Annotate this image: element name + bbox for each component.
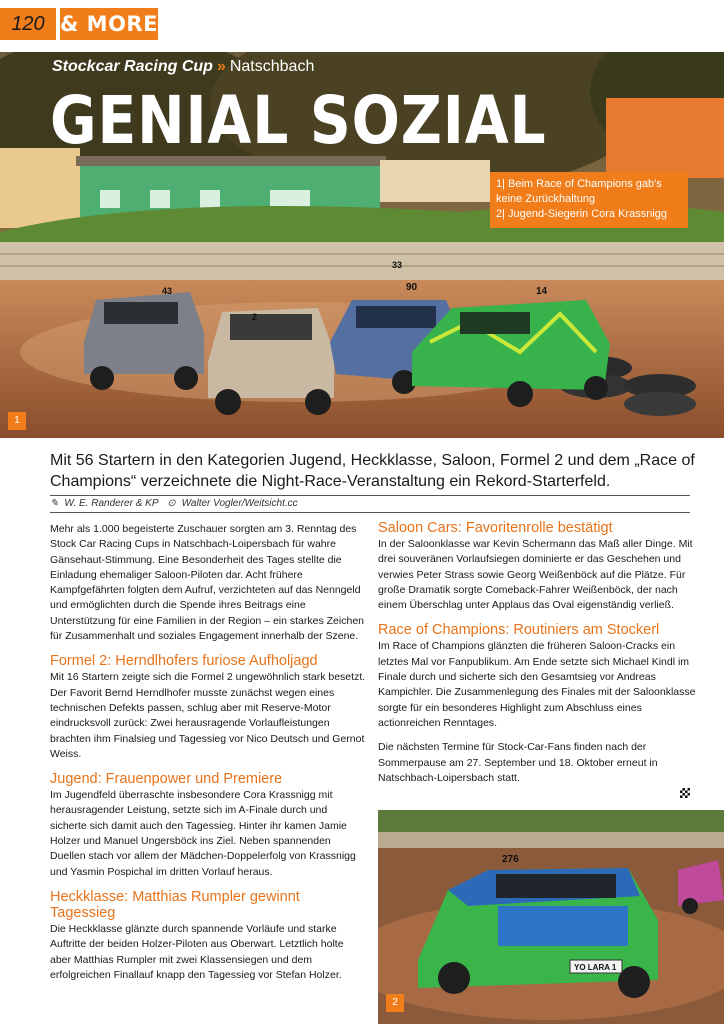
article-column-1: [50, 522, 366, 992]
photo-captions: [490, 172, 688, 228]
subhead-saloon: Saloon Cars: Favoritenrolle bestätigt: [378, 520, 613, 536]
intro-paragraph: Mehr als 1.000 begeisterte Zuschauer sorgten am 3. Renntag des Stock Car Racing Cups in Natschbach-Loipersbach für wahre Gänsehaut-Stimmung. Eine Besonderheit des Tages stellte die Einladung ehemaliger Saloon-Piloten dar. Acht frühere Kampfgefährten folgten dem Aufruf, verzichteten auf das Nenngeld und ermöglichten durch die Spende ihres Beitrags eine Unterstützung für eine Familien in der Region – ein starkes Zeichen für Zusammenhalt und soziales Engagement innerhalb der Szene.: [50, 523, 364, 643]
checkered-flag-icon: [680, 788, 690, 798]
subhead-jugend: Jugend: Frauenpower und Premiere: [50, 771, 283, 788]
author-credit: W. E. Randerer & KP: [64, 498, 159, 509]
caption-2: 2| Jugend-Siegerin Cora Krassnigg: [496, 208, 668, 220]
kicker-place: Natschbach: [229, 58, 315, 75]
photo-credit: Walter Vogler/Weitsicht.cc: [181, 498, 298, 509]
page-number: 120: [0, 8, 56, 40]
lead-paragraph: Mit 56 Startern in den Kategorien Jugend, Heckklasse, Saloon, Formel 2 und dem „Race of Champions“ verzeichnete die Night-Race-Veranstaltung ein Rekord-Starterfeld.: [50, 452, 695, 490]
car-number-5: 33: [392, 260, 403, 270]
subhead-formel2: Formel 2: Herndlhofers furiose Aufholjagd: [50, 653, 318, 670]
photo-badge-2: 2: [386, 994, 404, 1012]
car-number-276: 276: [502, 854, 519, 865]
photo-2: [378, 810, 724, 1024]
plate-text: YO LARA 1: [574, 963, 617, 972]
paragraph-race-of-champions: Im Race of Champions glänzten die früheren Saloon-Cracks ein letztes Mal vor Fanpublikum. Am Ende setzte sich Michael Kindl im Finale durch und sicherte sich den Gesamtsieg vor Andreas Kampichler. Die Zusammenlegung des Finales mit der Saloonklasse sorgte für ein besonderes Highlight zum Abschluss eines actionreichen Renntages.: [378, 640, 696, 729]
youth-car-illustration: [378, 810, 724, 1024]
paragraph-jugend: Im Jugendfeld überraschte insbesondere Cora Krassnigg mit herausragender Leistung, setzte sich im A-Finale durch und sicherte sich damit auch den Tagessieg. Hinter ihr kamen Jamie Holzer und Manuel Ungersböck ins Ziel. Neben spannenden Duellen stach vor allem der Mädchen-Doppelerfolg von Krassnigg und Yasmin Pospichal im dritten Vorlauf heraus.: [50, 789, 356, 878]
pen-icon: ✎: [50, 498, 59, 509]
kicker: [52, 58, 314, 76]
photo-badge-1: 1: [8, 412, 26, 430]
subhead-heckklasse: Heckklasse: Matthias Rumpler gewinnt Tagessieg: [50, 888, 300, 921]
paragraph-dates: Die nächsten Termine für Stock-Car-Fans finden nach der Sommerpause am 27. September und 18. Oktober erneut in Natschbach-Loipersbach statt.: [378, 741, 658, 784]
credits-line: [50, 495, 690, 513]
paragraph-saloon: In der Saloonklasse war Kevin Schermann das Maß aller Dinge. Mit drei souveränen Vorlaufsiegen dominierte er das Geschehen und verwies Peter Strass sowie Georg Weißenböck auf die Plätze. Für große Dramatik sorgte Comeback-Fahrer Weißenböck, der nach einem Überschlag unter Applaus das Oval eigenständig verließ.: [378, 538, 693, 612]
kicker-arrows: »: [216, 58, 226, 75]
paragraph-formel2: Mit 16 Startern zeigte sich die Formel 2 ungewöhnlich stark besetzt. Der Favorit Bernd Herndlhofer musste zunächst wegen eines technischen Defekts passen, schlug aber mit Reserve-Motor eindrucksvoll zurück: Zwei herausragende Vorlaufleistungen brachten ihm Finalsieg und Tagessieg vor Nico Deutsch und Gernot Weiss.: [50, 671, 366, 760]
car-number-2: 2: [252, 312, 258, 322]
headline: GENIAL SOZIAL: [50, 82, 547, 159]
caption-1: 1| Beim Race of Champions gab's keine Zurückhaltung: [496, 178, 662, 205]
car-number-3: 90: [406, 282, 418, 293]
car-number-4: 14: [536, 286, 548, 297]
article-column-2: [378, 520, 696, 795]
section-label: & MORE: [60, 8, 158, 40]
car-number-1: 43: [162, 286, 173, 296]
paragraph-heckklasse: Die Heckklasse glänzte durch spannende Vorläufe und starke Auftritte der beiden Holzer-Piloten aus Oberwart. Letztlich holte aber Matthias Rumpler mit zwei Klassensiegen und dem erfolgreichen Finallauf knapp den Tagessieg vor Stefan Holzer.: [50, 922, 344, 981]
camera-icon: ⊙: [167, 498, 176, 509]
kicker-event: Stockcar Racing Cup: [52, 58, 213, 75]
hero-photo: [0, 52, 724, 438]
subhead-race-of-champions: Race of Champions: Routiniers am Stockerl: [378, 622, 660, 639]
